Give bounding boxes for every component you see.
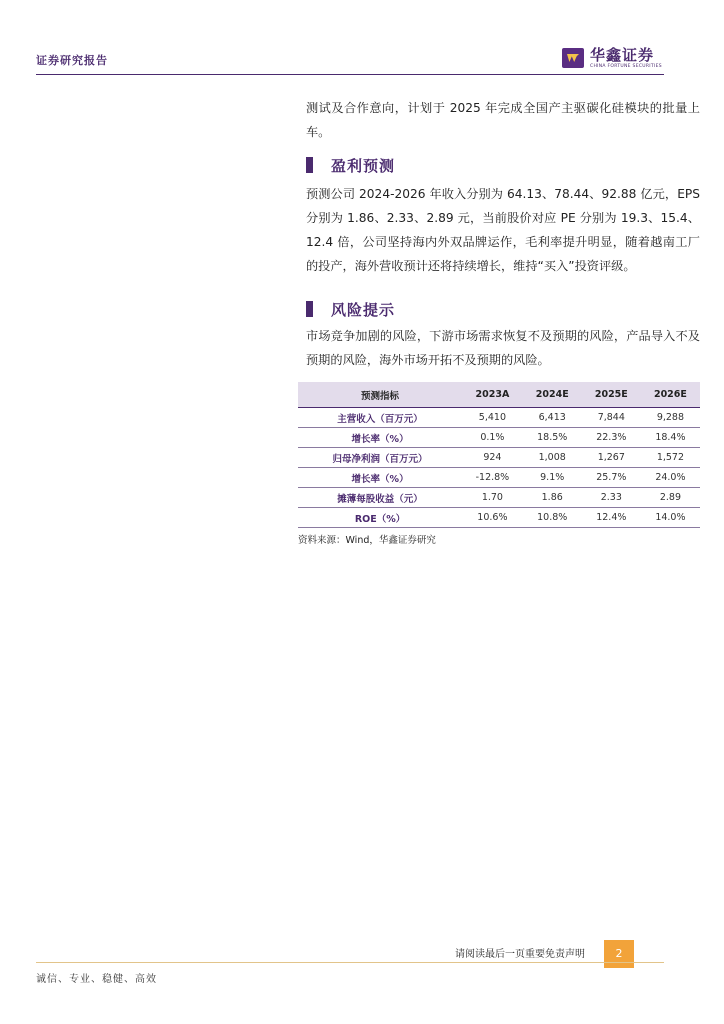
row-label: 主营收入（百万元） <box>298 408 462 428</box>
logo-english-name: CHINA FORTUNE SECURITIES <box>590 64 662 69</box>
row-label: 摊薄每股收益（元） <box>298 488 462 508</box>
table-header-cell: 2024E <box>523 382 582 408</box>
table-header-cell: 预测指标 <box>298 382 462 408</box>
section-heading-forecast <box>306 152 700 178</box>
table-cell: 5,410 <box>462 408 523 428</box>
table-cell: 25.7% <box>582 468 641 488</box>
section-heading-risk <box>306 296 700 322</box>
risk-paragraph: 市场竞争加剧的风险，下游市场需求恢复不及预期的风险，产品导入不及预期的风险，海外市场开拓不及预期的风险。 <box>306 329 700 367</box>
row-label: 增长率（%） <box>298 428 462 448</box>
forecast-table <box>298 382 700 528</box>
row-label: ROE（%） <box>298 508 462 528</box>
table-cell: 12.4% <box>582 508 641 528</box>
table-cell: 24.0% <box>641 468 700 488</box>
intro-paragraph: 测试及合作意向，计划于 2025 年完成全国产主驱碳化硅模块的批量上车。 <box>306 101 700 139</box>
table-cell: 2.33 <box>582 488 641 508</box>
table-row <box>298 428 700 448</box>
logo-chinese-name: 华鑫证券 <box>590 46 655 64</box>
table-cell: 2.89 <box>641 488 700 508</box>
table-cell: 18.5% <box>523 428 582 448</box>
report-type-title: 证券研究报告 <box>36 54 108 67</box>
disclaimer-notice: 请阅读最后一页重要免责声明 <box>455 949 585 960</box>
table-cell: -12.8% <box>462 468 523 488</box>
table-cell: 22.3% <box>582 428 641 448</box>
table-row <box>298 408 700 428</box>
table-header-cell: 2026E <box>641 382 700 408</box>
table-cell: 1.70 <box>462 488 523 508</box>
table-cell: 1,572 <box>641 448 700 468</box>
header-divider <box>36 74 664 75</box>
table-row <box>298 488 700 508</box>
table-cell: 0.1% <box>462 428 523 448</box>
table-cell: 1,008 <box>523 448 582 468</box>
section-bar-icon <box>306 157 313 173</box>
table-cell: 14.0% <box>641 508 700 528</box>
main-content <box>298 96 700 546</box>
section-title-forecast: 盈利预测 <box>331 156 396 175</box>
table-cell: 10.8% <box>523 508 582 528</box>
table-header-row <box>298 382 700 408</box>
logo-mark-icon <box>562 48 584 68</box>
table-cell: 7,844 <box>582 408 641 428</box>
table-cell: 18.4% <box>641 428 700 448</box>
section-bar-icon <box>306 301 313 317</box>
company-motto: 诚信、专业、稳健、高效 <box>36 974 157 985</box>
table-cell: 1,267 <box>582 448 641 468</box>
footer-divider <box>36 962 664 963</box>
page-number: 2 <box>604 940 634 968</box>
table-header-cell: 2023A <box>462 382 523 408</box>
table-source-note: 资料来源：Wind，华鑫证券研究 <box>298 535 436 546</box>
table-cell: 924 <box>462 448 523 468</box>
section-title-risk: 风险提示 <box>331 300 396 319</box>
table-cell: 1.86 <box>523 488 582 508</box>
table-cell: 9.1% <box>523 468 582 488</box>
table-row <box>298 468 700 488</box>
row-label: 归母净利润（百万元） <box>298 448 462 468</box>
table-cell: 9,288 <box>641 408 700 428</box>
row-label: 增长率（%） <box>298 468 462 488</box>
table-cell: 10.6% <box>462 508 523 528</box>
table-row <box>298 448 700 468</box>
table-cell: 6,413 <box>523 408 582 428</box>
table-header-cell: 2025E <box>582 382 641 408</box>
company-logo <box>562 45 662 73</box>
table-row <box>298 508 700 528</box>
forecast-paragraph: 预测公司 2024-2026 年收入分别为 64.13、78.44、92.88 亿元，EPS 分别为 1.86、2.33、2.89 元，当前股价对应 PE 分别为 19.3、15.4、12.4 倍，公司坚持海内外双品牌运作，毛利率提升明显，随着越南工厂的投产，海外营收预计还将持续增长，维持“买入”投资评级。 <box>306 187 700 273</box>
